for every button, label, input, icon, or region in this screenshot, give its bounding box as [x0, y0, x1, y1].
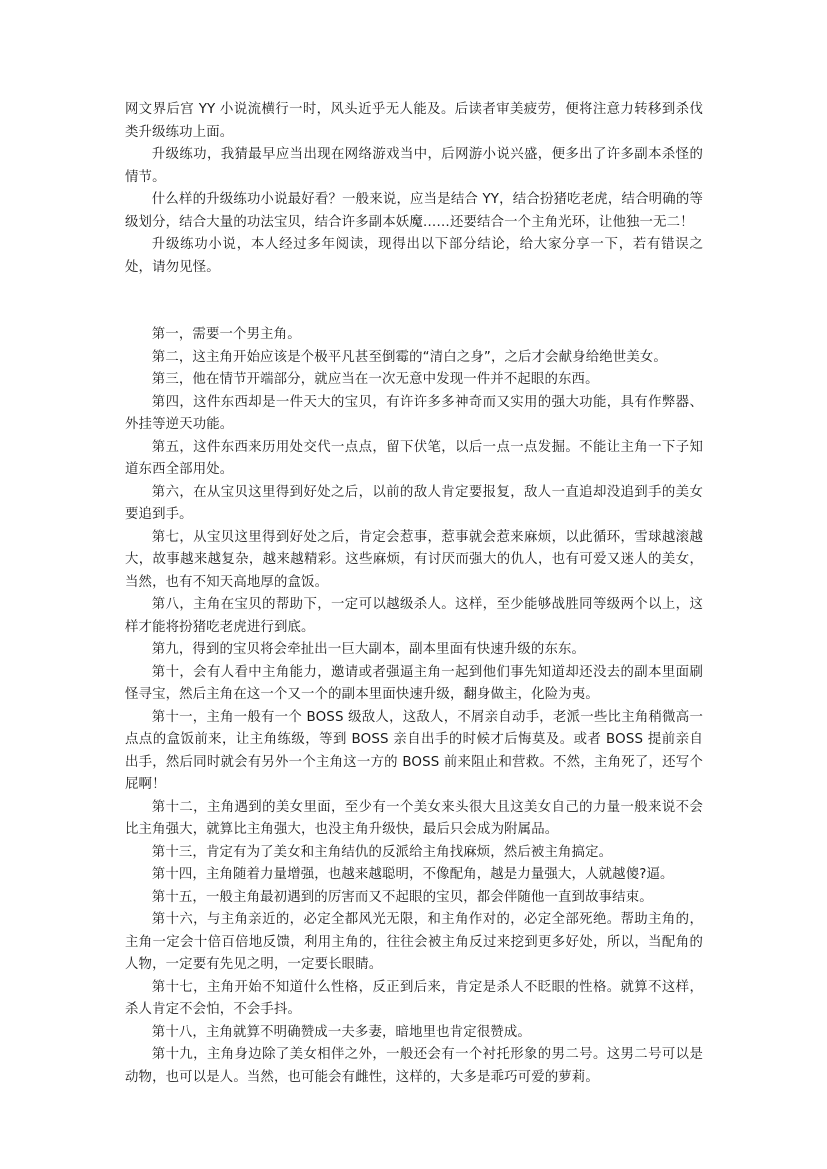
list-item: 第十八，主角就算不明确赞成一夫多妻，暗地里也肯定很赞成。	[151, 1024, 531, 1040]
list-item: 第十二，主角遇到的美女里面，至少有一个美女来头很大且这美女自己的力量一般来说不会比主角强大，就算比主角强大，也没主角升级快，最后只会成为附属品。	[125, 799, 703, 837]
article-body	[125, 99, 703, 1089]
list-item: 第十七，主角开始不知道什么性格，反正到后来，肯定是杀人不眨眼的性格。就算不这样，杀人肯定不会怕，不会手抖。	[125, 979, 703, 1017]
list-item: 第八，主角在宝贝的帮助下，一定可以越级杀人。这样，至少能够战胜同等级两个以上，这样才能将扮猪吃老虎进行到底。	[125, 597, 703, 635]
list-item: 第二，这主角开始应该是个极平凡甚至倒霉的“清白之身”，之后才会献身给绝世美女。	[151, 349, 667, 365]
list-item: 第十，会有人看中主角能力，邀请或者强逼主角一起到他们事先知道却还没去的副本里面刷怪寻宝，然后主角在这一个又一个的副本里面快速升级，翻身做主，化险为夷。	[125, 664, 703, 702]
list-item: 第十六，与主角亲近的，必定全都风光无限，和主角作对的，必定全部死绝。帮助主角的，主角一定会十倍百倍地反馈，利用主角的，往往会被主角反过来挖到更多好处，所以，当配角的人物，一定要有先见之明，一定要长眼睛。	[125, 912, 703, 972]
list-item: 第十三，肯定有为了美女和主角结仇的反派给主角找麻烦，然后被主角搞定。	[151, 844, 613, 860]
list-item: 第四，这件东西却是一件天大的宝贝，有许许多多神奇而又实用的强大功能，具有作弊器、外挂等逆天功能。	[125, 394, 703, 432]
list-item: 第一，需要一个男主角。	[151, 327, 301, 342]
list-item: 第七，从宝贝这里得到好处之后，肯定会惹事，惹事就会惹来麻烦，以此循环，雪球越滚越大，故事越来越复杂，越来越精彩。这些麻烦，有讨厌而强大的仇人，也有可爱又迷人的美女，当然，也有不知天高地厚的盒饭。	[125, 529, 703, 590]
list-item: 第九，得到的宝贝将会牵扯出一巨大副本，副本里面有快速升级的东东。	[151, 642, 586, 657]
list-item: 第十四，主角随着力量增强，也越来越聪明，不像配角，越是力量强大，人就越傻?逼。	[151, 867, 674, 882]
list-item: 第三，他在情节开端部分，就应当在一次无意中发现一件并不起眼的东西。	[151, 372, 599, 387]
intro-paragraph: 升级练功，我猜最早应当出现在网络游戏当中，后网游小说兴盛，便多出了许多副本杀怪的情节。	[125, 147, 703, 185]
intro-paragraph: 升级练功小说，本人经过多年阅读，现得出以下部分结论，给大家分享一下，若有错误之处，请勿见怪。	[125, 237, 703, 275]
list-item: 第十一，主角一般有一个 BOSS 级敌人，这敌人，不屑亲自动手，老派一些比主角稍微高一点点的盒饭前来，让主角练级，等到 BOSS 亲自出手的时候才后悔莫及。或者 BOSS 提前亲自出手，然后同时就会有另外一个主角这一方的 BOSS 前来阻止和营救。不然，主角死了，还写个屁啊！	[125, 709, 703, 792]
paragraph-spacer	[125, 279, 703, 302]
intro-paragraph: 网文界后宫 YY 小说流横行一时，风头近乎无人能及。后读者审美疲劳，便将注意力转移到杀伐类升级练功上面。	[125, 102, 703, 140]
list-item: 第五，这件东西来历用处交代一点点，留下伏笔，以后一点一点发掘。不能让主角一下子知道东西全部用处。	[125, 439, 703, 477]
intro-paragraph: 什么样的升级练功小说最好看？一般来说，应当是结合 YY，结合扮猪吃老虎，结合明确的等级划分，结合大量的功法宝贝，结合许多副本妖魔……还要结合一个主角光环，让他独一无二！	[125, 192, 703, 230]
paragraph-spacer	[125, 302, 703, 325]
list-item: 第十五，一般主角最初遇到的厉害而又不起眼的宝贝，都会伴随他一直到故事结束。	[151, 889, 653, 905]
list-item: 第六，在从宝贝这里得到好处之后，以前的敌人肯定要报复，敌人一直追却没追到手的美女要追到手。	[125, 484, 703, 522]
list-item: 第十九，主角身边除了美女相伴之外，一般还会有一个衬托形象的男二号。这男二号可以是动物，也可以是人。当然，也可能会有雌性，这样的，大多是乖巧可爱的萝莉。	[125, 1047, 703, 1085]
